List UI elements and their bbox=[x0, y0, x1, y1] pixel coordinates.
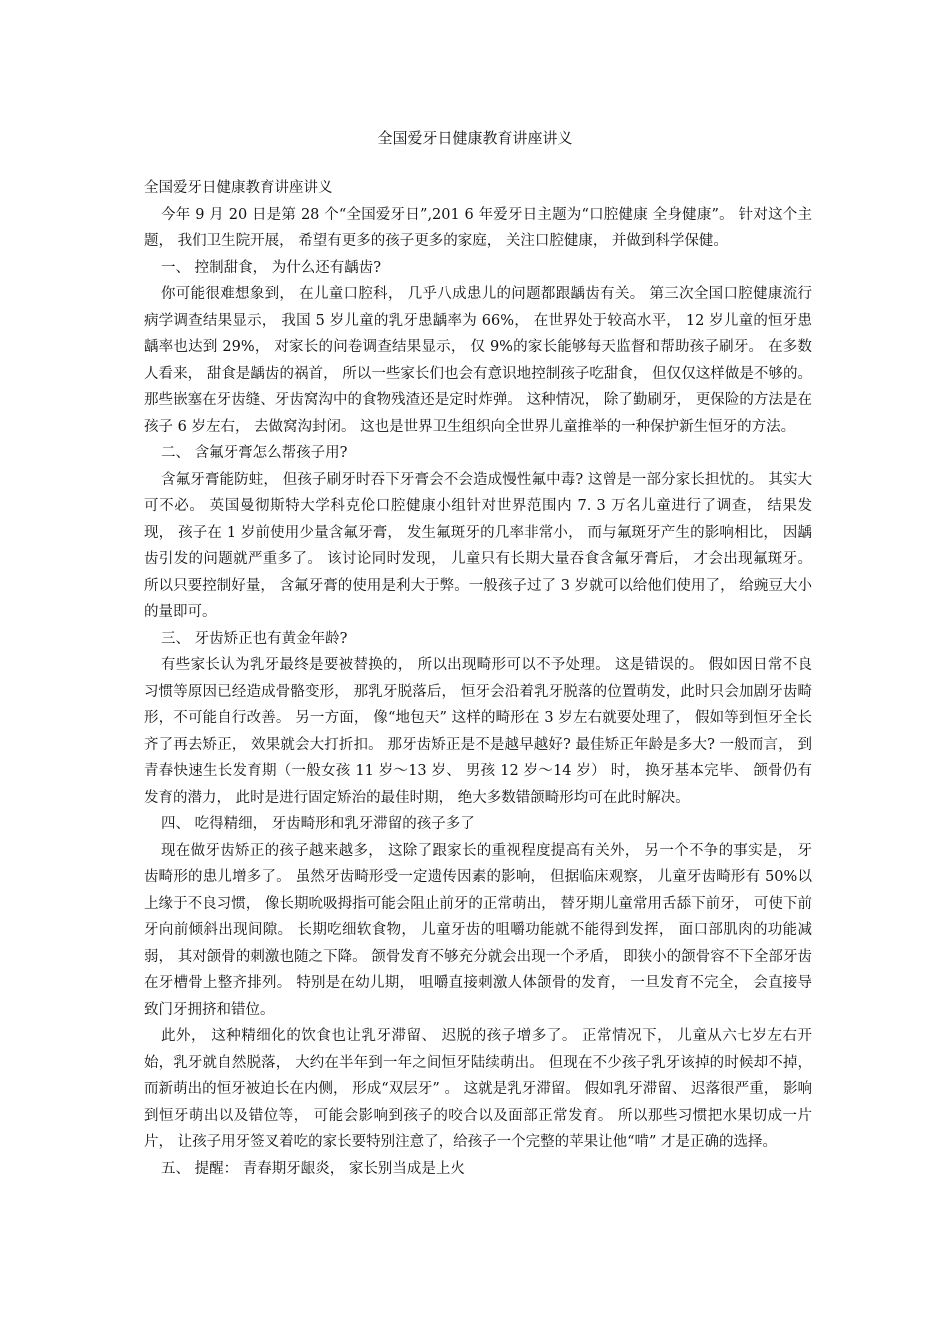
section-5-heading: 五、 提醒： 青春期牙龈炎， 家长别当成是上火 bbox=[161, 1160, 465, 1177]
intro-paragraph: 今年 9 月 20 日是第 28 个“全国爱牙日”,201 6 年爱牙日主题为“口腔健康 全身健康”。 针对这个主题， 我们卫生院开展， 希望有更多的孩子更多的家庭， 关注口腔健康， 并做到科学保健。 bbox=[144, 206, 812, 249]
section-3-paragraph: 有些家长认为乳牙最终是要被替换的， 所以出现畸形可以不予处理。 这是错误的。 假如因日常不良习惯等原因已经造成骨骼变形， 那乳牙脱落后， 恒牙会沿着乳牙脱落的位置萌发，此时只会加剧牙齿畸形，不可能自行改善。 另一方面， 像“地包天” 这样的畸形在 3 岁左右就要处理了， 假如等到恒牙全长齐了再去矫正， 效果就会大打折扣。 那牙齿矫正是不是越早越好? 最佳矫正年龄是多大? 一般而言， 到青春快速生长发育期（一般女孩 11 岁～13 岁、 男孩 12 岁～14 岁） 时， 换牙基本完毕、 颌骨仍有发育的潜力， 此时是进行固定矫治的最佳时期， 绝大多数错颌畸形均可在此时解决。 bbox=[144, 657, 812, 806]
section-4-heading: 四、 吃得精细， 牙齿畸形和乳牙滞留的孩子多了 bbox=[161, 816, 475, 832]
section-1-heading: 一、 控制甜食， 为什么还有龋齿? bbox=[161, 259, 381, 276]
section-4-paragraph-2: 此外， 这种精细化的饮食也让乳牙滞留、 迟脱的孩子增多了。 正常情况下， 儿童从六七岁左右开始，乳牙就自然脱落， 大约在半年到一年之间恒牙陆续萌出。 但现在不少孩子乳牙该掉的时候却不掉， 而新萌出的恒牙被迫长在内侧， 形成“双层牙” 。 这就是乳牙滞留。 假如乳牙滞留、 迟落很严重， 影响到恒牙萌出以及错位等， 可能会影响到孩子的咬合以及面部正常发育。 所以那些习惯把水果切成一片片， 让孩子用牙签叉着吃的家长要特别注意了，给孩子一个完整的苹果让他“啃” 才是正确的选择。 bbox=[144, 1028, 812, 1150]
section-3-heading: 三、 牙齿矫正也有黄金年龄? bbox=[161, 630, 348, 647]
document-subtitle: 全国爱牙日健康教育讲座讲义 bbox=[144, 180, 333, 196]
document-body bbox=[144, 175, 812, 1182]
document-title: 全国爱牙日健康教育讲座讲义 bbox=[377, 129, 573, 147]
section-4-paragraph-1: 现在做牙齿矫正的孩子越来越多， 这除了跟家长的重视程度提高有关外， 另一个不争的事实是， 牙齿畸形的患儿增多了。 虽然牙齿畸形受一定遗传因素的影响， 但据临床观察， 儿童牙齿畸形有 50%以上缘于不良习惯， 像长期吮吸拇指可能会阻止前牙的正常萌出， 替牙期儿童常用舌舔下前牙， 可使下前牙向前倾斜出现间隙。 长期吃细软食物， 儿童牙齿的咀嚼功能就不能得到发挥， 面口部肌肉的功能减弱， 其对颌骨的刺激也随之下降。 颌骨发育不够充分就会出现一个矛盾， 即狭小的颌骨容不下全部牙齿在牙槽骨上整齐排列。 特别是在幼儿期， 咀嚼直接刺激人体颌骨的发育， 一旦发育不完全， 会直接导致门牙拥挤和错位。 bbox=[144, 842, 812, 1018]
section-2-heading: 二、 含氟牙膏怎么帮孩子用? bbox=[161, 445, 348, 461]
section-1-paragraph: 你可能很难想象到， 在儿童口腔科， 几乎八成患儿的问题都跟龋齿有关。 第三次全国口腔健康流行病学调查结果显示， 我国 5 岁儿童的乳牙患龋率为 66%， 在世界处于较高水平， 12 岁儿童的恒牙患龋率也达到 29%， 对家长的问卷调查结果显示， 仅 9%的家长能够每天监督和帮助孩子刷牙。 在多数人看来， 甜食是龋齿的祸首， 所以一些家长们也会有意识地控制孩子吃甜食， 但仅仅这样做是不够的。 那些嵌塞在牙齿缝、牙齿窝沟中的食物残渣还是定时炸弹。 这种情况， 除了勤刷牙， 更保险的方法是在孩子 6 岁左右， 去做窝沟封闭。 这也是世界卫生组织向全世界儿童推举的一种保护新生恒牙的方法。 bbox=[144, 286, 812, 435]
section-2-paragraph: 含氟牙膏能防蛀， 但孩子刷牙时吞下牙膏会不会造成慢性氟中毒? 这曾是一部分家长担忧的。 其实大可不必。 英国曼彻斯特大学科克伦口腔健康小组针对世界范围内 7. 3 万名儿童进行了调查， 结果发现， 孩子在 1 岁前使用少量含氟牙膏， 发生氟斑牙的几率非常小， 而与氟斑牙产生的影响相比， 因龋齿引发的问题就严重多了。 该讨论同时发现， 儿童只有长期大量吞食含氟牙膏后， 才会出现氟斑牙。 所以只要控制好量， 含氟牙膏的使用是利大于弊。一般孩子过了 3 岁就可以给他们使用了， 给豌豆大小的量即可。 bbox=[144, 471, 812, 620]
